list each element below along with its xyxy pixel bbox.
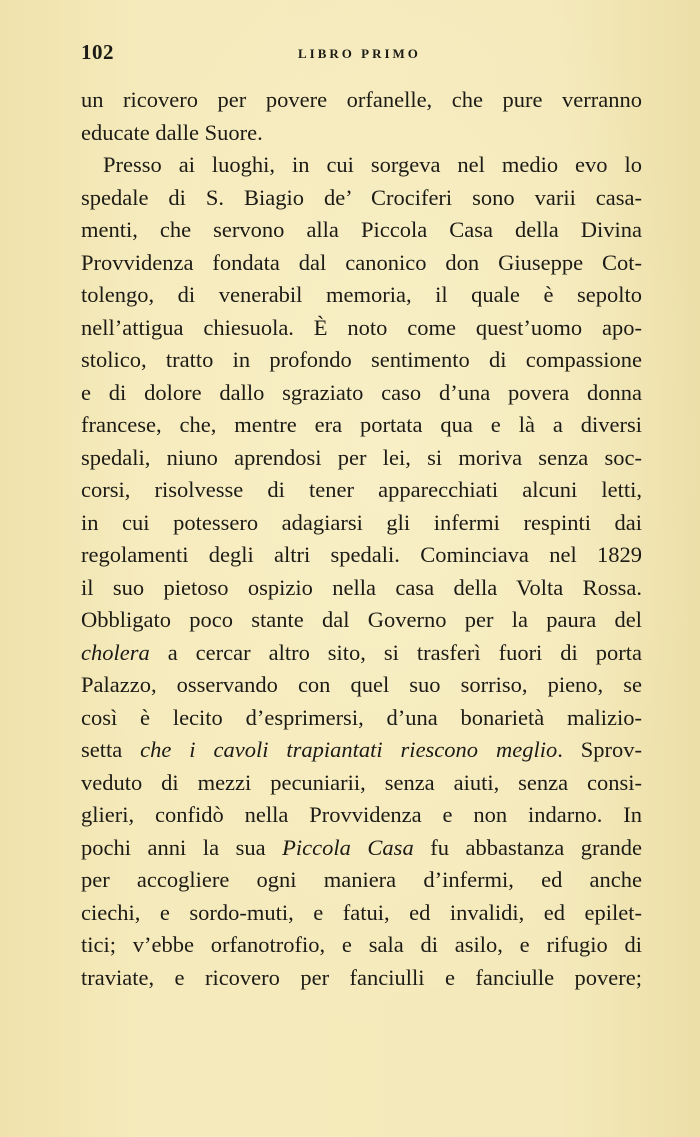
text-line: francese, che, mentre era portata qua e là a diversi <box>81 412 642 437</box>
running-head <box>81 40 643 66</box>
text-segment: pochi anni la sua <box>81 834 283 860</box>
text-line: corsi, risolvesse di tener apparecchiati alcuni letti, <box>81 477 642 502</box>
text-line: regolamenti degli altri spedali. Cominciava nel 1829 <box>81 542 642 567</box>
text-line: per accogliere ogni maniera d’infermi, ed anche <box>81 867 642 892</box>
text-line: nell’attigua chiesuola. È noto come quest’uomo apo- <box>81 314 642 340</box>
text-line: il suo pietoso ospizio nella casa della Volta Rossa. <box>81 574 642 600</box>
text-line: ciechi, e sordo-muti, e fatui, ed invalidi, ed epilet- <box>81 899 642 925</box>
italic-phrase: Piccola Casa <box>282 834 414 860</box>
italic-phrase: cholera <box>81 639 150 665</box>
text-line: e di dolore dallo sgraziato caso d’una povera donna <box>81 379 642 405</box>
text-line: stolico, tratto in profondo sentimento di compassione <box>81 347 642 372</box>
text-line: Obbligato poco stante dal Governo per la paura del <box>81 607 642 632</box>
text-line: spedali, niuno aprendosi per lei, si moriva senza soc- <box>81 444 642 470</box>
paragraph-first-line: Presso ai luoghi, in cui sorgeva nel medio evo lo <box>103 152 642 177</box>
text-line: tici; v’ebbe orfanotrofio, e sala di asilo, e rifugio di <box>81 932 642 957</box>
text-segment: . Sprov- <box>557 737 642 762</box>
text-line <box>81 832 642 865</box>
text-line: un ricovero per povere orfanelle, che pure verranno <box>81 87 642 112</box>
text-line: educate dalle Suore. <box>81 119 263 145</box>
text-line <box>81 734 642 767</box>
text-line: glieri, confidò nella Provvidenza e non indarno. In <box>81 802 642 827</box>
text-segment: fu abbastanza grande <box>413 834 642 860</box>
text-line: veduto di mezzi pecuniarii, senza aiuti, senza consi- <box>81 769 642 795</box>
text-line: Palazzo, osservando con quel suo sorriso, pieno, se <box>81 672 642 697</box>
text-line: tolengo, di venerabil memoria, il quale è sepolto <box>81 282 642 307</box>
italic-phrase: che i cavoli trapiantati riescono meglio <box>140 737 558 762</box>
text-line: Provvidenza fondata dal canonico don Giuseppe Cot- <box>81 249 642 275</box>
running-title: LIBRO PRIMO <box>298 46 421 61</box>
text-line <box>81 637 642 670</box>
text-segment: a cercar altro sito, si trasferì fuori di porta <box>149 639 642 665</box>
page-number: 102 <box>81 40 114 64</box>
text-line: in cui potessero adagiarsi gli infermi respinti dai <box>81 509 642 535</box>
body-text <box>81 84 642 994</box>
text-line: spedale di S. Biagio de’ Crociferi sono varii casa- <box>81 184 642 210</box>
text-line: così è lecito d’esprimersi, d’una bonarietà malizio- <box>81 704 642 730</box>
text-line: traviate, e ricovero per fanciulli e fanciulle povere; <box>81 964 642 990</box>
text-line: menti, che servono alla Piccola Casa della Divina <box>81 217 642 242</box>
text-segment: setta <box>81 737 141 762</box>
